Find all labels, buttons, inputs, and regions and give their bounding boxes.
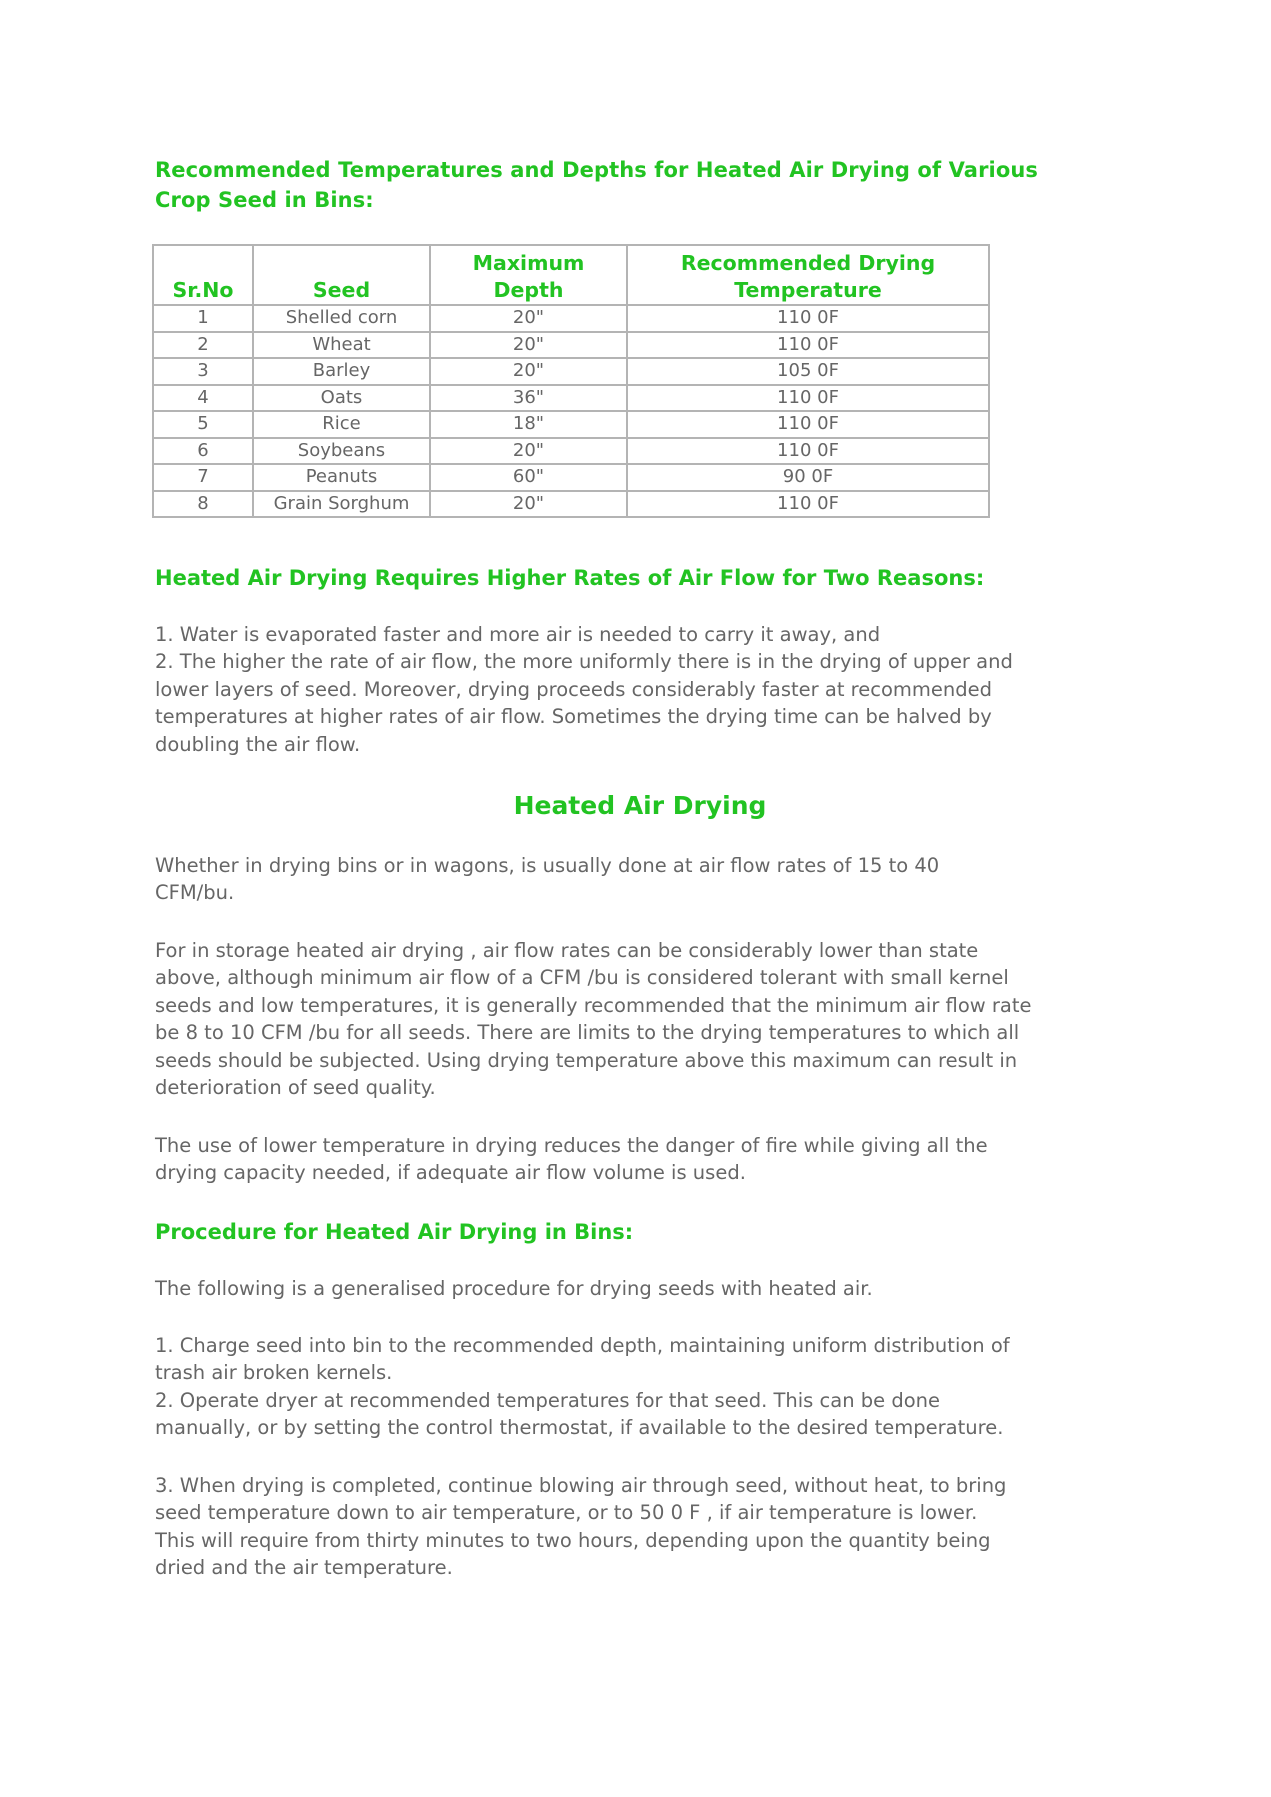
procedure-heading: Procedure for Heated Air Drying in Bins:	[155, 1220, 634, 1244]
header-drying-temperature: Recommended Drying Temperature	[627, 245, 989, 305]
cell-drying-temperature: 110 0F	[627, 491, 989, 518]
cell-sr-no: 4	[153, 385, 253, 412]
table-row	[153, 411, 989, 438]
reasons-line: 1. Water is evaporated faster and more air is needed to carry it away, and	[155, 623, 881, 646]
reasons-list	[155, 621, 1145, 758]
table-row	[153, 305, 989, 332]
procedure-intro: The following is a generalised procedure for drying seeds with heated air.	[155, 1277, 873, 1300]
reasons-line: lower layers of seed. Moreover, drying proceeds considerably faster at recommended	[155, 677, 992, 701]
cell-max-depth: 20"	[430, 305, 627, 332]
cell-drying-temperature: 110 0F	[627, 305, 989, 332]
table-title	[155, 155, 1115, 215]
table-header-row	[153, 245, 989, 305]
header-seed: Seed	[253, 245, 430, 305]
table-row	[153, 385, 989, 412]
cell-drying-temperature: 105 0F	[627, 358, 989, 385]
reasons-line: doubling the air flow.	[155, 732, 361, 756]
cell-seed: Wheat	[253, 332, 430, 359]
cell-drying-temperature: 110 0F	[627, 411, 989, 438]
cell-seed: Grain Sorghum	[253, 491, 430, 518]
heated-air-paragraph-2: For in storage heated air drying , air flow rates can be considerably lower than state above, although minimum air flow of a CFM /bu is considered tolerant with small kernel seeds and low temperatures, it is generally recommended that the minimum air flow rate be 8 to 10 CFM /bu for all seeds. There are limits to the drying temperatures to which all seeds should be subjected. Using drying temperature above this maximum can result in deterioration of seed quality.	[155, 939, 1032, 1100]
cell-max-depth: 20"	[430, 358, 627, 385]
header-sr-no: Sr.No	[153, 245, 253, 305]
cell-max-depth: 20"	[430, 491, 627, 518]
cell-sr-no: 7	[153, 464, 253, 491]
cell-seed: Rice	[253, 411, 430, 438]
heated-air-paragraph-1: Whether in drying bins or in wagons, is usually done at air flow rates of 15 to 40 CFM/bu.	[155, 854, 940, 905]
table-title-line-1: Recommended Temperatures and Depths for Heated Air Drying of Various	[155, 158, 1039, 182]
seed-drying-table	[152, 244, 990, 518]
table-title-line-2: Crop Seed in Bins:	[155, 188, 374, 212]
cell-max-depth: 20"	[430, 332, 627, 359]
cell-seed: Peanuts	[253, 464, 430, 491]
table-row	[153, 358, 989, 385]
cell-seed: Oats	[253, 385, 430, 412]
section-heading-heated-air-drying: Heated Air Drying	[513, 791, 767, 820]
cell-max-depth: 18"	[430, 411, 627, 438]
table-row	[153, 491, 989, 518]
cell-max-depth: 36"	[430, 385, 627, 412]
table-row	[153, 464, 989, 491]
cell-max-depth: 20"	[430, 438, 627, 465]
table-row	[153, 332, 989, 359]
cell-sr-no: 1	[153, 305, 253, 332]
cell-seed: Shelled corn	[253, 305, 430, 332]
reasons-line: temperatures at higher rates of air flow. Sometimes the drying time can be halved by	[155, 705, 992, 729]
reasons-line: 2. The higher the rate of air flow, the more uniformly there is in the drying of upper and	[155, 650, 1013, 674]
heated-air-paragraph-3: The use of lower temperature in drying reduces the danger of fire while giving all the drying capacity needed, if adequate air flow volume is used.	[155, 1134, 988, 1185]
cell-drying-temperature: 110 0F	[627, 385, 989, 412]
table-row	[153, 438, 989, 465]
cell-seed: Soybeans	[253, 438, 430, 465]
cell-sr-no: 3	[153, 358, 253, 385]
cell-sr-no: 2	[153, 332, 253, 359]
header-max-depth: Maximum Depth	[430, 245, 627, 305]
cell-max-depth: 60"	[430, 464, 627, 491]
reasons-heading: Heated Air Drying Requires Higher Rates of Air Flow for Two Reasons:	[155, 566, 985, 590]
procedure-step-3: 3. When drying is completed, continue blowing air through seed, without heat, to bring seed temperature down to air temperature, or to 50 0 F , if air temperature is lower. This will require from thirty minutes to two hours, depending upon the quantity being dried and the air temperature.	[155, 1474, 1007, 1580]
cell-drying-temperature: 90 0F	[627, 464, 989, 491]
cell-seed: Barley	[253, 358, 430, 385]
cell-sr-no: 5	[153, 411, 253, 438]
procedure-steps-1-2: 1. Charge seed into bin to the recommended depth, maintaining uniform distribution of trash air broken kernels. 2. Operate dryer at recommended temperatures for that seed. This can be done manually, or by setting the control thermostat, if available to the desired temperature.	[155, 1334, 1010, 1440]
cell-drying-temperature: 110 0F	[627, 438, 989, 465]
cell-sr-no: 8	[153, 491, 253, 518]
cell-drying-temperature: 110 0F	[627, 332, 989, 359]
cell-sr-no: 6	[153, 438, 253, 465]
